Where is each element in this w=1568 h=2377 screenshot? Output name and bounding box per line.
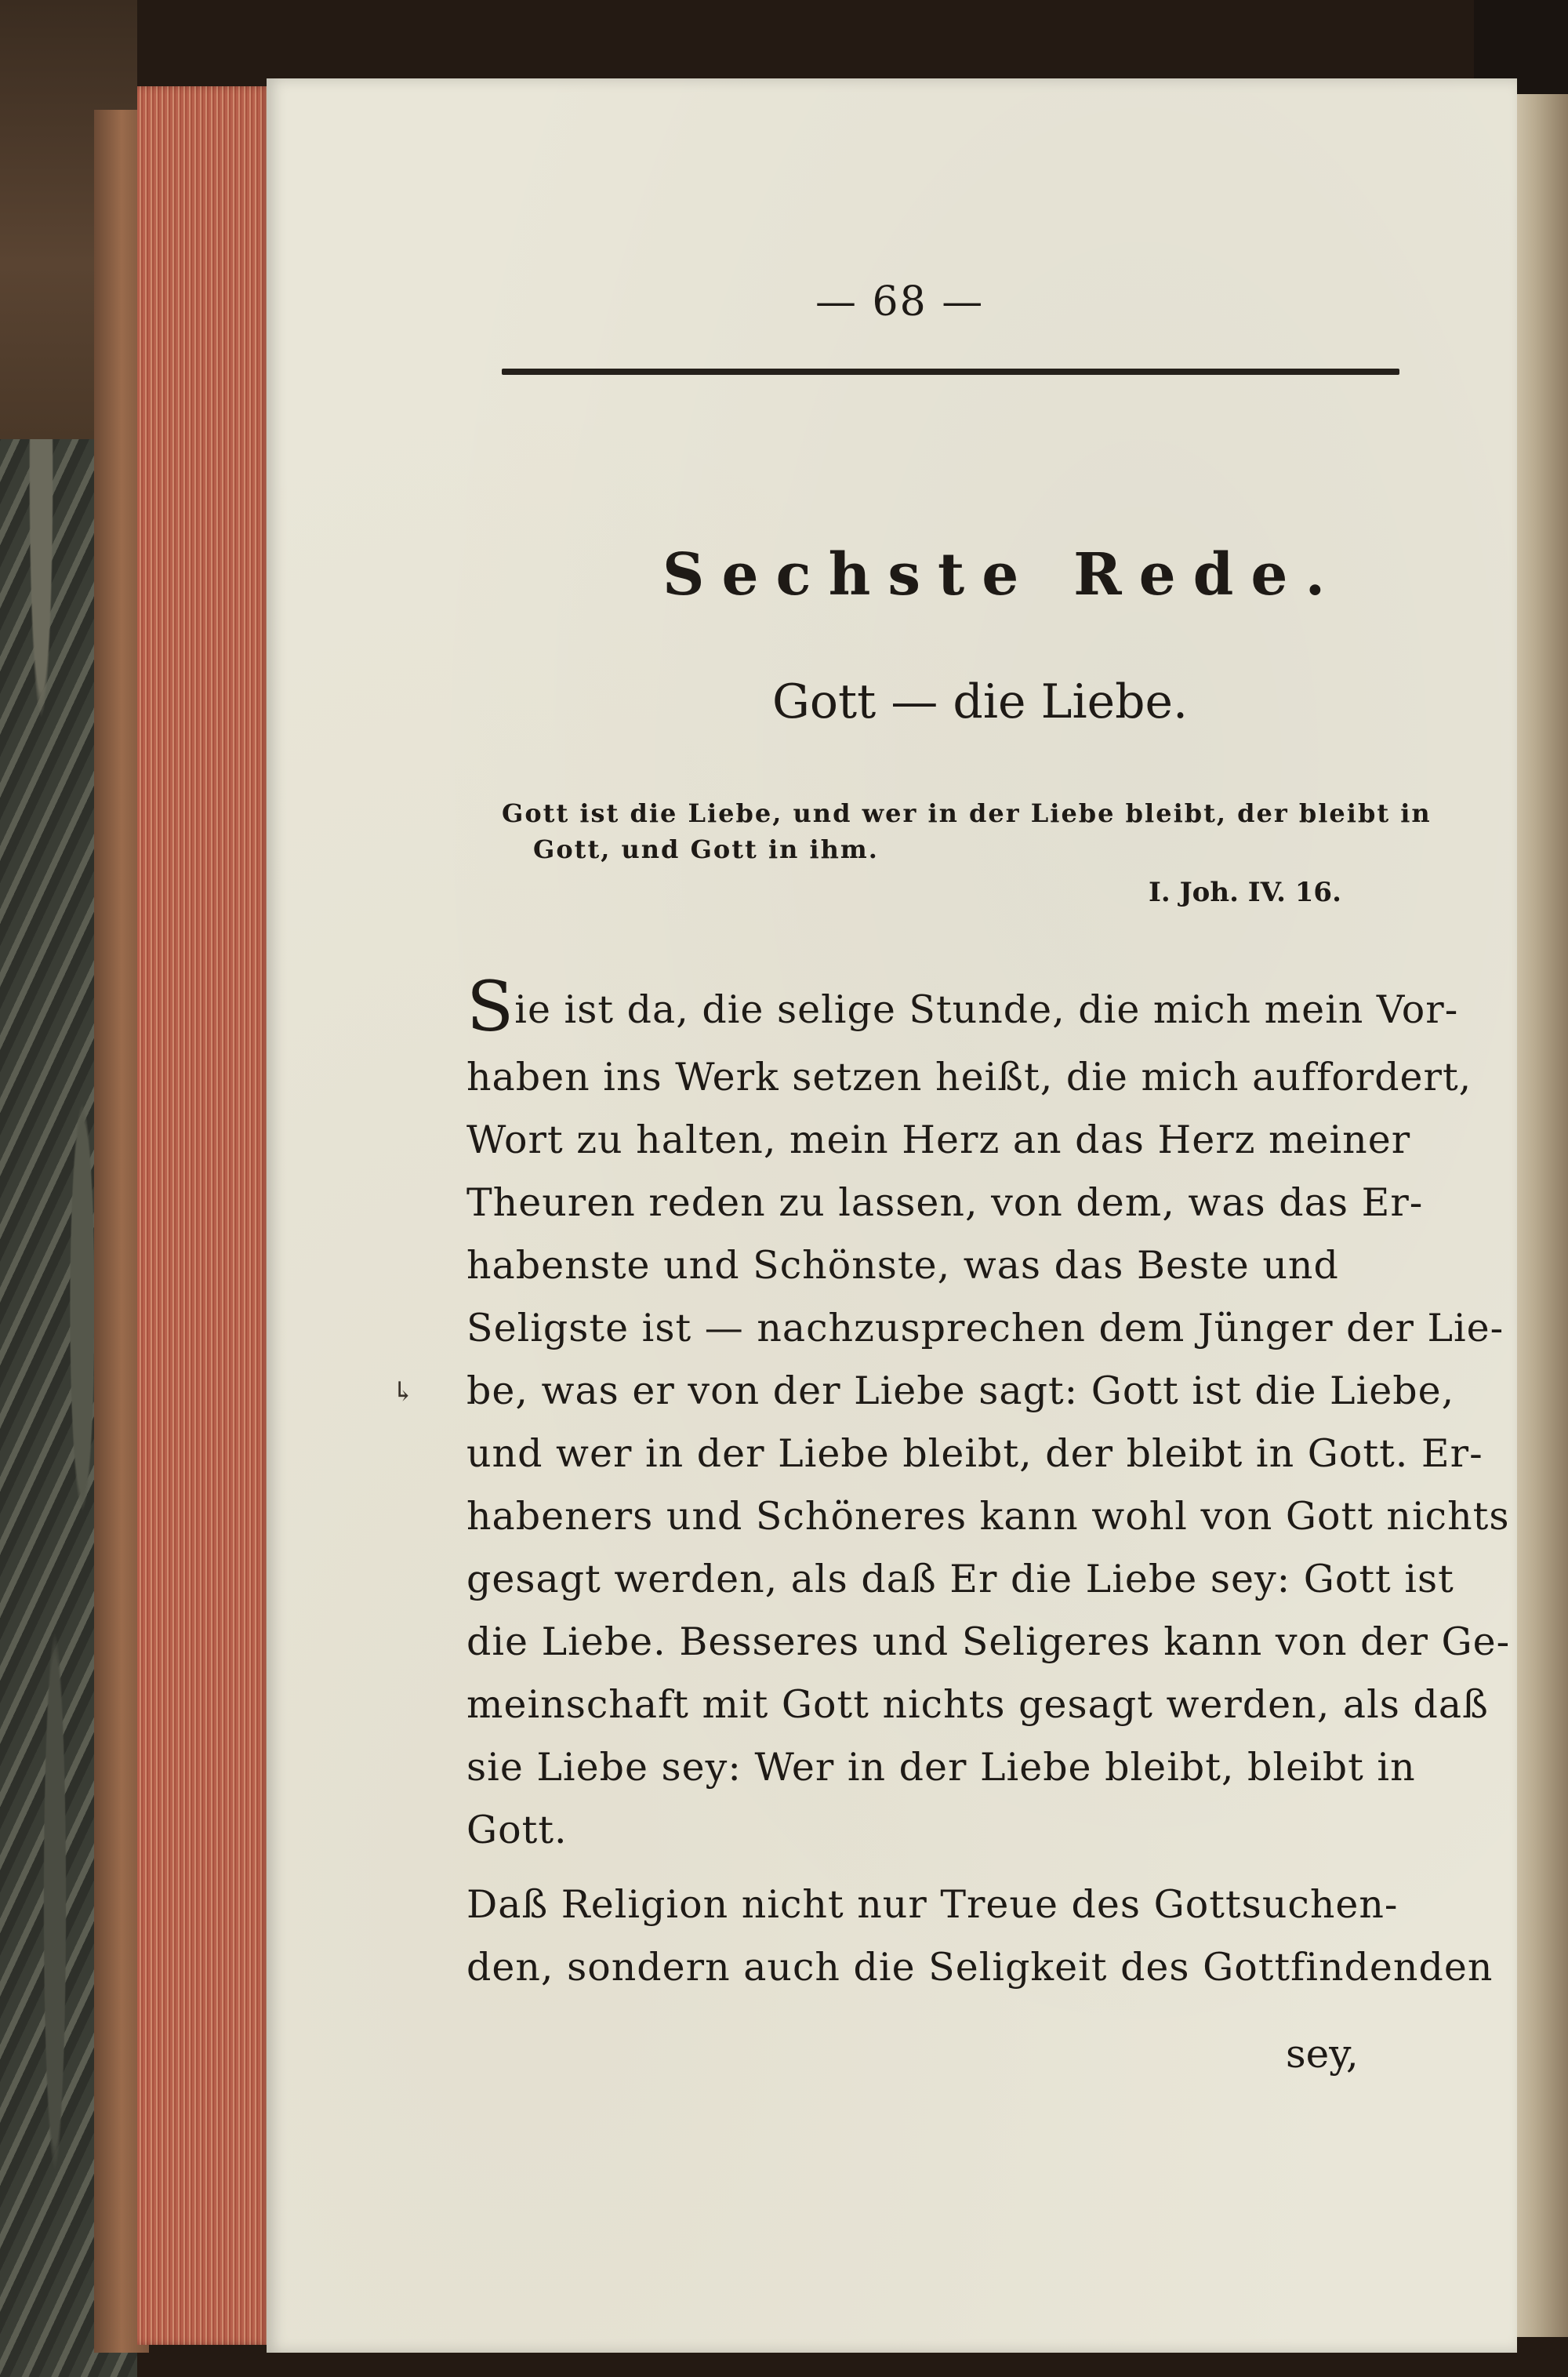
page-number: — 68 — [815,278,985,325]
body-line: Sie ist da, die selige Stunde, die mich mein Vor- [466,966,1459,1047]
body-line: Gott. [466,1808,568,1852]
body-line: und wer in der Liebe bleibt, der bleibt in Gott. Er- [466,1431,1483,1476]
margin-mark: ↳ [392,1376,415,1408]
motto-line-2: Gott, und Gott in ihm. [533,834,879,864]
body-line: meinschaft mit Gott nichts gesagt werden, als daß [466,1682,1489,1727]
section-title: Sechste Rede. [662,541,1343,609]
body-line: Wort zu halten, mein Herz an das Herz meiner [466,1118,1411,1162]
body-line: den, sondern auch die Seligkeit des Gottfindenden [466,1945,1494,1990]
body-line: gesagt werden, als daß Er die Liebe sey: Gott ist [466,1557,1454,1601]
motto-line-1: Gott ist die Liebe, und wer in der Liebe bleibt, der bleibt in [502,798,1432,828]
header-rule [502,369,1399,375]
body-line: habeners und Schöneres kann wohl von Gott nichts [466,1494,1510,1539]
page-edges-red [137,86,270,2345]
motto-reference: I. Joh. IV. 16. [1149,877,1341,908]
body-line: Daß Religion nicht nur Treue des Gottsuchen- [466,1882,1399,1927]
initial-letter: S [466,966,515,1047]
body-line: Theuren reden zu lassen, von dem, was das Er- [466,1180,1424,1225]
catchword: sey, [1286,2031,1359,2077]
subtitle: Gott — die Liebe. [772,674,1189,729]
body-line: die Liebe. Besseres und Seligeres kann von der Ge- [466,1619,1511,1664]
right-page-edges [1513,94,1568,2337]
body-line: be, was er von der Liebe sagt: Gott ist die Liebe, [466,1368,1455,1413]
body-line: sie Liebe sey: Wer in der Liebe bleibt, bleibt in [466,1745,1416,1790]
body-line: Seligste ist — nachzusprechen dem Jünger der Lie- [466,1306,1504,1350]
body-line: habenste und Schönste, was das Beste und [466,1243,1339,1288]
body-line: haben ins Werk setzen heißt, die mich auffordert, [466,1055,1472,1099]
